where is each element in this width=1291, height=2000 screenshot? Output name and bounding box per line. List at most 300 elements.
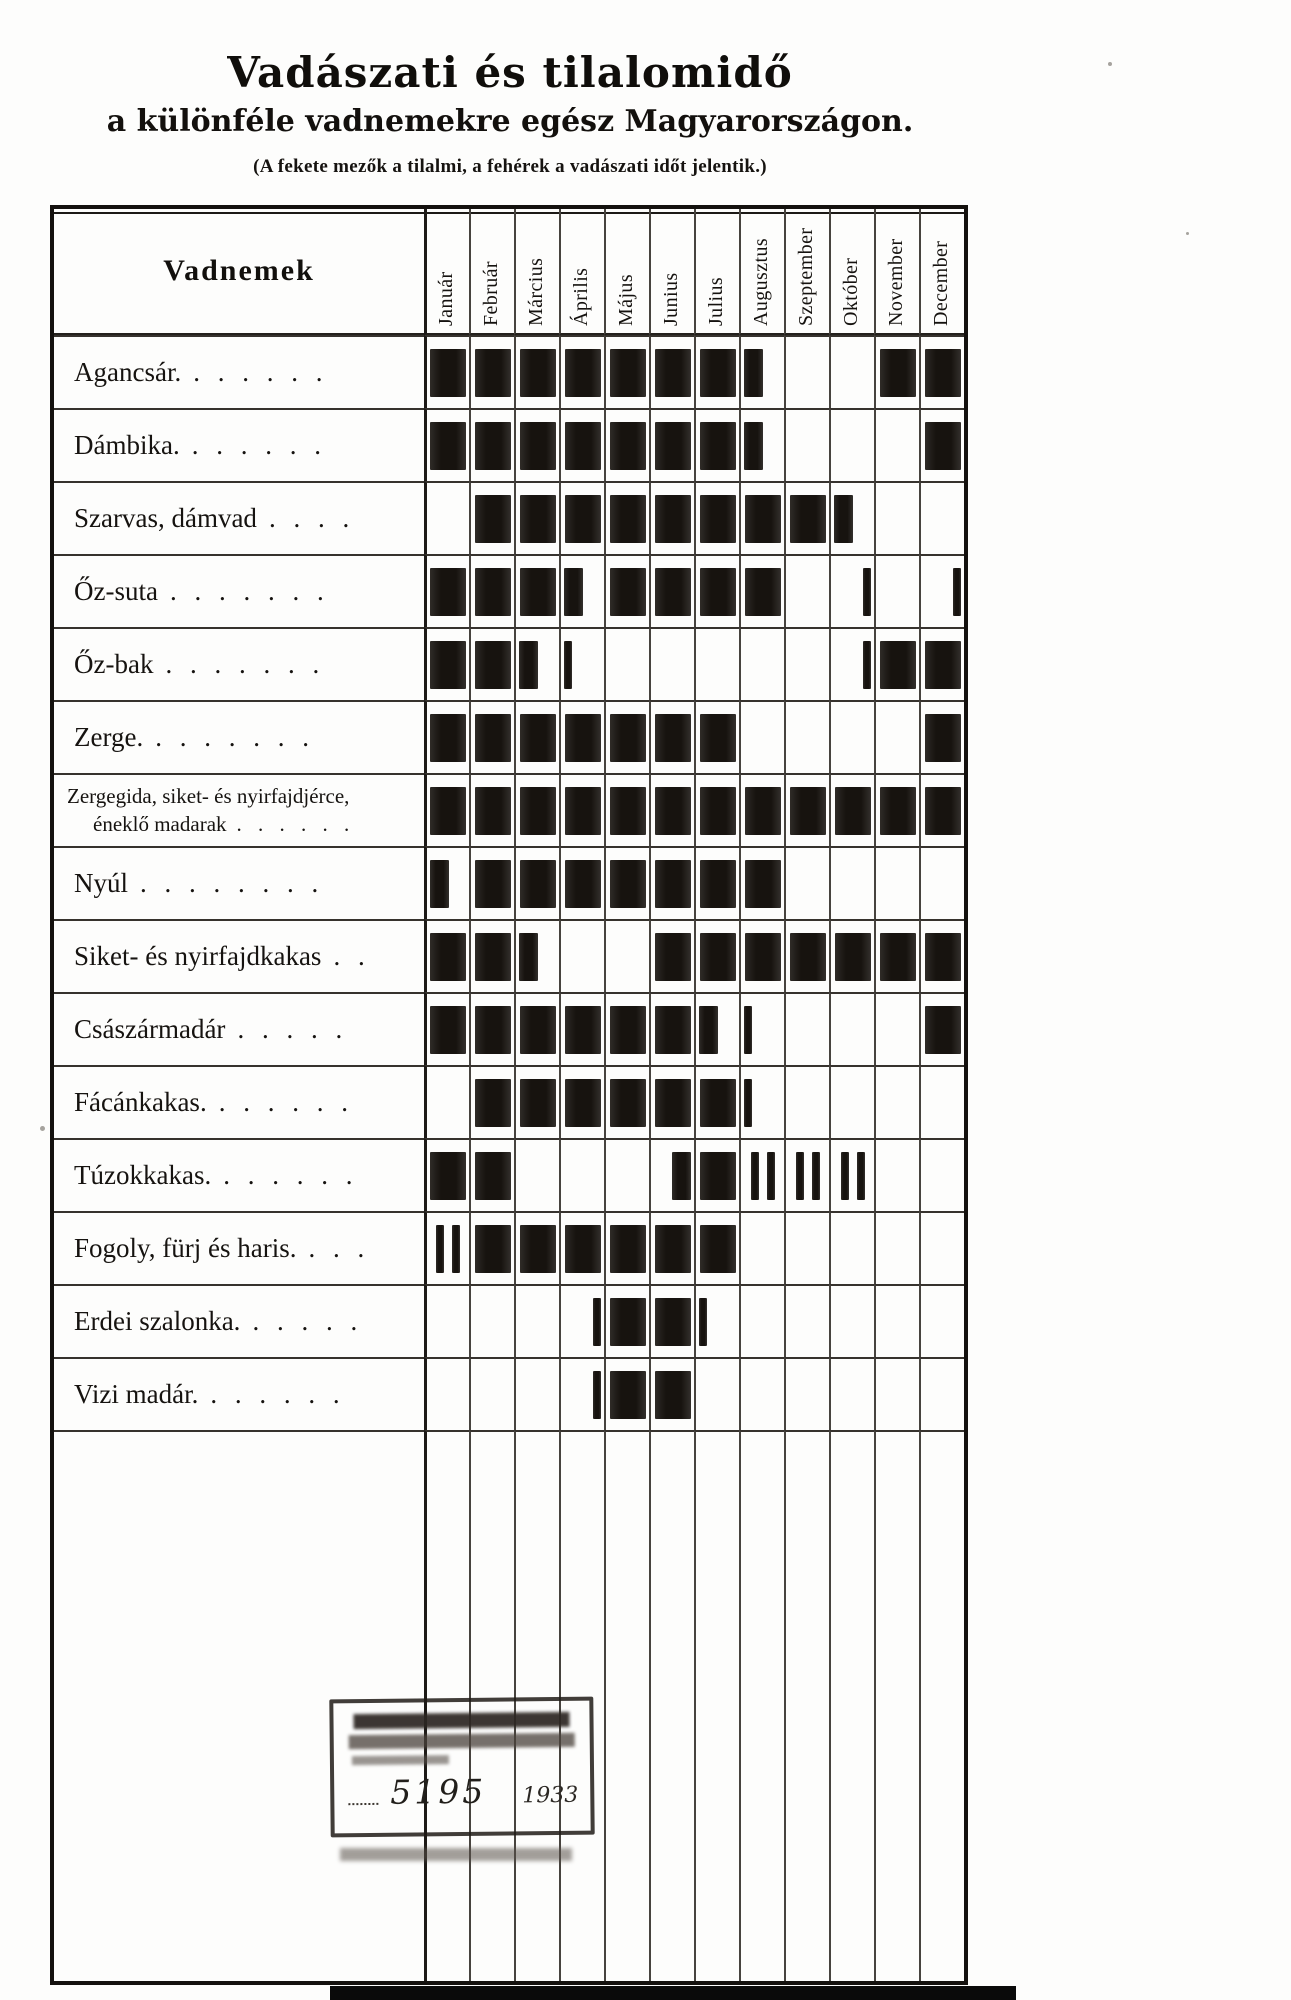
- closed-season-bar: [655, 1079, 691, 1127]
- month-label: Junius: [659, 272, 682, 326]
- month-header-2: [469, 209, 514, 335]
- month-cell: [649, 700, 694, 773]
- month-cell: [919, 335, 964, 408]
- closed-season-bar: [610, 1298, 646, 1346]
- closed-season-bars: [841, 1152, 865, 1200]
- scan-artifact-band: [330, 1986, 1016, 2000]
- library-stamp: [329, 1697, 594, 1838]
- species-name: Túzokkakas.: [74, 1160, 212, 1190]
- closed-season-bar: [610, 860, 646, 908]
- month-cell: [784, 335, 829, 408]
- species-name: Császármadár: [74, 1014, 226, 1044]
- species-name: Nyúl: [74, 868, 128, 898]
- month-cell: [559, 992, 604, 1065]
- month-cell: [829, 1211, 874, 1284]
- month-label: Augusztus: [749, 237, 772, 326]
- month-cell: [784, 919, 829, 992]
- closed-season-bar: [790, 495, 826, 543]
- month-cell: [424, 1065, 469, 1138]
- closed-season-bar: [745, 860, 781, 908]
- month-cell: [424, 992, 469, 1065]
- month-cell: [604, 1065, 649, 1138]
- month-cell: [604, 1284, 649, 1357]
- month-cell: [829, 846, 874, 919]
- species-cell: [54, 1065, 424, 1138]
- species-cell: [54, 408, 424, 481]
- closed-season-bar: [610, 1225, 646, 1273]
- month-cell: [919, 1357, 964, 1430]
- month-cell: [739, 627, 784, 700]
- month-cell: [739, 700, 784, 773]
- month-cell: [694, 627, 739, 700]
- scan-speck: [40, 1126, 45, 1131]
- month-cell: [694, 1065, 739, 1138]
- stamp-year: 1933: [522, 1782, 579, 1809]
- closed-season-bar: [475, 1225, 511, 1273]
- closed-season-bar: [655, 933, 691, 981]
- closed-season-bar: [880, 641, 916, 689]
- closed-season-bar: [520, 1225, 556, 1273]
- month-cell: [604, 919, 649, 992]
- month-cell: [829, 773, 874, 846]
- month-cell: [604, 1138, 649, 1211]
- closed-season-bar: [700, 1079, 736, 1127]
- closed-season-bar: [475, 568, 511, 616]
- month-cell: [829, 335, 874, 408]
- month-cell: [514, 1357, 559, 1430]
- month-cell: [829, 554, 874, 627]
- dot-leader: . . . . . . .: [165, 649, 322, 679]
- month-cell: [604, 1357, 649, 1430]
- month-cell-empty: [829, 1430, 874, 1981]
- dot-leader: . . . . . .: [218, 1087, 350, 1117]
- month-cell-empty: [604, 1430, 649, 1981]
- month-header-3: [514, 209, 559, 335]
- closed-season-bar: [925, 714, 961, 762]
- month-cell: [784, 1138, 829, 1211]
- dot-leader: . . . . . .: [210, 1379, 342, 1409]
- month-cell: [559, 554, 604, 627]
- month-label: Szeptember: [794, 227, 817, 326]
- month-header-5: [604, 209, 649, 335]
- month-cell: [874, 1284, 919, 1357]
- month-cell-empty: [919, 1430, 964, 1981]
- month-cell: [514, 700, 559, 773]
- closed-season-bar: [745, 495, 781, 543]
- month-cell: [874, 481, 919, 554]
- species-cell: [54, 1357, 424, 1430]
- closed-season-bar: [744, 1006, 752, 1054]
- month-cell: [469, 773, 514, 846]
- closed-season-bar: [925, 933, 961, 981]
- stamp-illegible-line-1: [354, 1712, 570, 1729]
- month-cell: [784, 773, 829, 846]
- month-cell: [559, 919, 604, 992]
- closed-season-bar: [430, 714, 466, 762]
- month-cell: [469, 554, 514, 627]
- month-cell: [919, 700, 964, 773]
- month-cell: [649, 554, 694, 627]
- month-cell: [784, 554, 829, 627]
- closed-season-bar: [475, 933, 511, 981]
- dot-leader: . . . . . .: [236, 811, 352, 836]
- closed-season-bar: [565, 714, 601, 762]
- closed-season-bar: [520, 1006, 556, 1054]
- month-cell: [874, 627, 919, 700]
- page-header: [0, 48, 1020, 178]
- month-label: December: [929, 240, 952, 326]
- closed-season-bar: [430, 349, 466, 397]
- closed-season-bar: [610, 1079, 646, 1127]
- month-cell: [514, 335, 559, 408]
- month-cell: [829, 1357, 874, 1430]
- closed-season-bar: [452, 1225, 460, 1273]
- month-cell: [739, 481, 784, 554]
- species-cell: [54, 846, 424, 919]
- species-name: Szarvas, dámvad: [74, 503, 257, 533]
- stamp-illegible-line-2: [349, 1733, 574, 1749]
- month-cell: [559, 846, 604, 919]
- species-cell: [54, 992, 424, 1065]
- closed-season-bar: [655, 860, 691, 908]
- month-cell: [649, 627, 694, 700]
- month-cell: [514, 1284, 559, 1357]
- closed-season-bar: [812, 1152, 820, 1200]
- month-cell: [829, 1138, 874, 1211]
- closed-season-bar: [744, 1079, 752, 1127]
- month-cell: [739, 1284, 784, 1357]
- month-cell: [649, 1357, 694, 1430]
- month-cell: [559, 1211, 604, 1284]
- month-cell: [829, 1065, 874, 1138]
- month-cell: [874, 700, 919, 773]
- month-cell: [694, 1284, 739, 1357]
- month-cell: [694, 481, 739, 554]
- month-label: Április: [569, 267, 592, 326]
- month-label: Január: [435, 271, 457, 326]
- month-label: Julius: [704, 276, 727, 326]
- stamp-number: 5195: [390, 1771, 487, 1812]
- month-header-9: [784, 209, 829, 335]
- closed-season-bar: [655, 1298, 691, 1346]
- month-label: Február: [479, 261, 502, 326]
- dot-leader: . . . . . . . .: [140, 868, 321, 898]
- dot-leader: . .: [333, 941, 367, 971]
- month-header-4: [559, 209, 604, 335]
- month-cell: [739, 335, 784, 408]
- month-cell: [784, 992, 829, 1065]
- month-cell: [604, 992, 649, 1065]
- month-header-10: [829, 209, 874, 335]
- dot-leader: . . . .: [268, 503, 352, 533]
- month-cell: [694, 335, 739, 408]
- month-cell: [784, 700, 829, 773]
- month-cell: [604, 408, 649, 481]
- closed-season-bar: [520, 787, 556, 835]
- closed-season-bar: [520, 1079, 556, 1127]
- month-cell: [604, 554, 649, 627]
- month-cell: [784, 481, 829, 554]
- page-title: Vadászati és tilalomidő: [227, 48, 793, 97]
- month-cell: [874, 992, 919, 1065]
- species-cell: [54, 773, 424, 846]
- species-cell: [54, 335, 424, 408]
- closed-season-bar: [520, 495, 556, 543]
- closed-season-bar: [790, 933, 826, 981]
- month-cell: [424, 1138, 469, 1211]
- species-name: Zerge.: [74, 722, 144, 752]
- stamp-illegible-line-4: [340, 1848, 572, 1861]
- closed-season-bar: [564, 568, 583, 616]
- month-cell: [424, 846, 469, 919]
- month-cell: [694, 554, 739, 627]
- closed-season-bar: [790, 787, 826, 835]
- month-cell: [829, 700, 874, 773]
- species-cell: [54, 1138, 424, 1211]
- species-cell: [54, 919, 424, 992]
- month-cell: [784, 1284, 829, 1357]
- month-cell: [829, 481, 874, 554]
- closed-season-bar: [565, 787, 601, 835]
- month-cell: [739, 554, 784, 627]
- month-cell: [874, 846, 919, 919]
- closed-season-bar: [610, 568, 646, 616]
- closed-season-bar: [835, 933, 871, 981]
- month-cell: [469, 919, 514, 992]
- month-header-11: [874, 209, 919, 335]
- closed-season-bar: [655, 422, 691, 470]
- closed-season-bar: [475, 860, 511, 908]
- closed-season-bar: [700, 495, 736, 543]
- closed-season-bar: [475, 787, 511, 835]
- closed-season-bar: [475, 1006, 511, 1054]
- month-cell: [649, 992, 694, 1065]
- month-cell: [919, 408, 964, 481]
- closed-season-bar: [565, 1079, 601, 1127]
- closed-season-bar: [700, 787, 736, 835]
- month-cell: [514, 919, 559, 992]
- closed-season-bar: [430, 787, 466, 835]
- closed-season-bar: [953, 568, 961, 616]
- month-cell: [469, 700, 514, 773]
- closed-season-bar: [565, 495, 601, 543]
- closed-season-bar: [565, 349, 601, 397]
- month-cell: [424, 554, 469, 627]
- closed-season-bar: [520, 349, 556, 397]
- closed-season-bar: [475, 495, 511, 543]
- month-cell: [424, 627, 469, 700]
- closed-season-bar: [565, 1225, 601, 1273]
- month-cell: [784, 1065, 829, 1138]
- closed-season-bar: [610, 1006, 646, 1054]
- month-cell: [469, 1065, 514, 1138]
- page-subtitle: a különféle vadnemekre egész Magyarországon.: [106, 104, 914, 139]
- closed-season-bar: [767, 1152, 775, 1200]
- month-cell: [559, 1138, 604, 1211]
- closed-season-bar: [655, 568, 691, 616]
- closed-season-bar: [699, 1006, 718, 1054]
- month-cell: [559, 408, 604, 481]
- month-cell: [514, 992, 559, 1065]
- month-cell: [919, 627, 964, 700]
- table-header-vadnemek: [54, 209, 424, 335]
- month-cell: [604, 1211, 649, 1284]
- closed-season-bar: [745, 568, 781, 616]
- closed-season-bar: [610, 349, 646, 397]
- month-cell: [784, 408, 829, 481]
- month-cell: [514, 408, 559, 481]
- closed-season-bar: [672, 1152, 691, 1200]
- dot-leader: . . . . . .: [191, 430, 323, 460]
- month-cell: [694, 700, 739, 773]
- month-cell: [694, 1357, 739, 1430]
- month-cell: [514, 1211, 559, 1284]
- closed-season-bar: [430, 641, 466, 689]
- month-cell: [424, 481, 469, 554]
- dot-leader: . . . . . . .: [155, 722, 311, 752]
- month-label: Október: [839, 257, 862, 326]
- closed-season-bar: [593, 1371, 601, 1419]
- month-cell: [919, 846, 964, 919]
- month-cell: [784, 1211, 829, 1284]
- species-name: Agancsár.: [74, 357, 182, 387]
- closed-season-bars: [436, 1225, 460, 1273]
- closed-season-bar: [655, 787, 691, 835]
- month-cell: [649, 919, 694, 992]
- month-cell: [874, 1357, 919, 1430]
- species-name: Őz-suta: [74, 576, 158, 606]
- closed-season-bar: [475, 422, 511, 470]
- month-cell: [829, 992, 874, 1065]
- month-cell: [514, 773, 559, 846]
- month-cell: [874, 1211, 919, 1284]
- closed-season-bar: [610, 495, 646, 543]
- species-name: Erdei szalonka.: [74, 1306, 241, 1336]
- month-cell: [469, 992, 514, 1065]
- closed-season-bar: [880, 787, 916, 835]
- month-cell: [649, 1138, 694, 1211]
- month-cell: [739, 408, 784, 481]
- month-cell: [469, 846, 514, 919]
- month-cell: [874, 1065, 919, 1138]
- closed-season-bar: [925, 349, 961, 397]
- dot-leader: . . . . . .: [223, 1160, 355, 1190]
- month-cell: [784, 1357, 829, 1430]
- month-cell: [604, 481, 649, 554]
- closed-season-bar: [475, 349, 511, 397]
- month-cell: [469, 481, 514, 554]
- month-cell: [559, 627, 604, 700]
- closed-season-bar: [700, 714, 736, 762]
- closed-season-bar: [475, 1079, 511, 1127]
- closed-season-bar: [475, 641, 511, 689]
- month-cell: [559, 1357, 604, 1430]
- month-cell: [559, 700, 604, 773]
- closed-season-bar: [835, 787, 871, 835]
- month-cell: [469, 1211, 514, 1284]
- closed-season-bar: [655, 1225, 691, 1273]
- closed-season-bar: [655, 349, 691, 397]
- month-cell: [559, 1065, 604, 1138]
- month-cell: [694, 919, 739, 992]
- month-cell: [559, 481, 604, 554]
- species-cell: [54, 627, 424, 700]
- closed-season-bar: [610, 1371, 646, 1419]
- species-name-line2: [93, 811, 351, 838]
- closed-season-bar: [863, 641, 871, 689]
- closed-season-bar: [430, 860, 449, 908]
- month-cell: [514, 481, 559, 554]
- month-cell: [919, 554, 964, 627]
- vadnemek-label: Vadnemek: [163, 254, 315, 287]
- dot-leader: . . .: [308, 1233, 367, 1263]
- closed-season-bars: [796, 1152, 820, 1200]
- month-cell: [604, 627, 649, 700]
- month-cell: [514, 554, 559, 627]
- month-cell: [424, 1284, 469, 1357]
- month-cell: [559, 335, 604, 408]
- closed-season-bars: [751, 1152, 775, 1200]
- month-cell: [919, 1284, 964, 1357]
- species-name-continued: éneklő madarak: [93, 811, 227, 836]
- closed-season-bar: [745, 933, 781, 981]
- scan-speck: [1186, 232, 1189, 235]
- species-name: Dámbika.: [74, 430, 180, 460]
- month-cell: [604, 700, 649, 773]
- month-cell: [739, 919, 784, 992]
- scan-speck: [1108, 62, 1112, 66]
- closed-season-bar: [925, 641, 961, 689]
- closed-season-bar: [520, 860, 556, 908]
- month-cell: [694, 1138, 739, 1211]
- species-name: Zergegida, siket- és nyirfajdjérce,: [67, 784, 350, 809]
- closed-season-bar: [655, 714, 691, 762]
- closed-season-bar: [700, 349, 736, 397]
- closed-season-bar: [880, 933, 916, 981]
- closed-season-bar: [655, 495, 691, 543]
- month-cell: [694, 773, 739, 846]
- month-cell: [739, 1357, 784, 1430]
- month-header-7: [694, 209, 739, 335]
- month-cell: [424, 335, 469, 408]
- dot-leader: . . . . .: [237, 1014, 345, 1044]
- month-cell: [829, 919, 874, 992]
- month-label: Május: [614, 274, 637, 326]
- closed-season-bar: [700, 422, 736, 470]
- closed-season-bar: [700, 860, 736, 908]
- month-cell: [649, 1211, 694, 1284]
- month-cell: [649, 335, 694, 408]
- dot-leader: . . . . .: [252, 1306, 360, 1336]
- month-cell: [739, 1211, 784, 1284]
- month-header-1: [424, 209, 469, 335]
- month-cell: [514, 1065, 559, 1138]
- closed-season-bar: [699, 1298, 707, 1346]
- month-cell-empty: [874, 1430, 919, 1981]
- closed-season-bar: [610, 422, 646, 470]
- closed-season-bar: [430, 1006, 466, 1054]
- stamp-illegible-line-3: [352, 1755, 450, 1765]
- species-name: Őz-bak: [74, 649, 154, 679]
- closed-season-bar: [430, 422, 466, 470]
- closed-season-bar: [751, 1152, 759, 1200]
- closed-season-bar: [519, 641, 538, 689]
- species-cell: [54, 481, 424, 554]
- month-cell: [874, 335, 919, 408]
- closed-season-bar: [796, 1152, 804, 1200]
- month-cell: [829, 1284, 874, 1357]
- month-cell: [919, 992, 964, 1065]
